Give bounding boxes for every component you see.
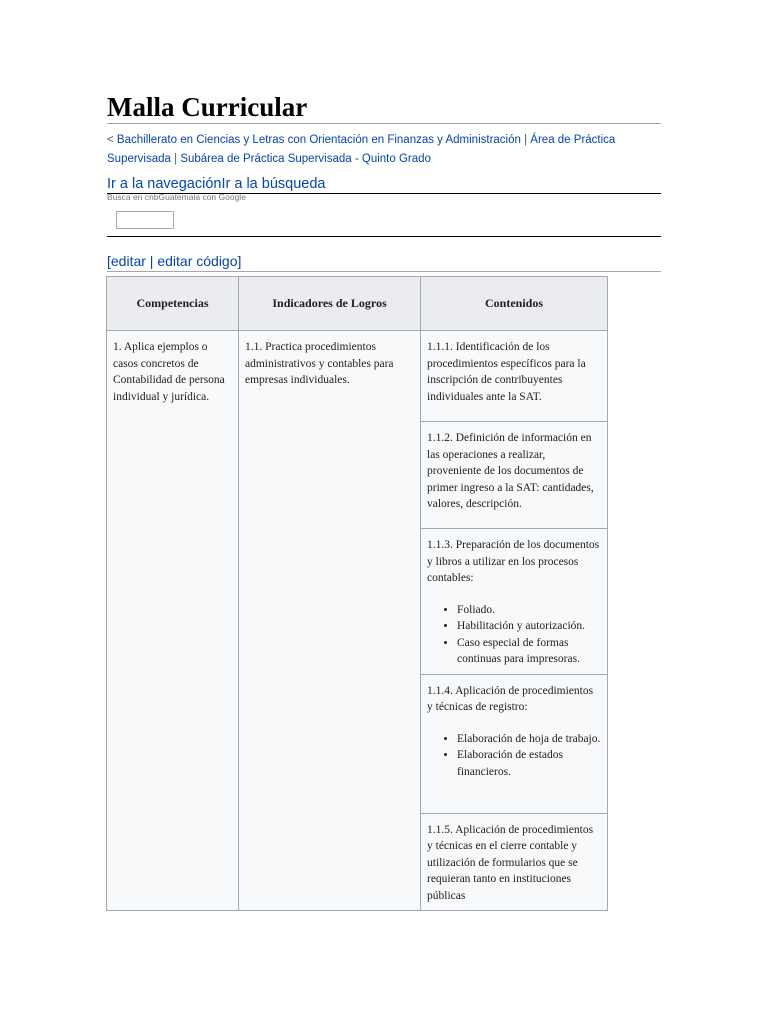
curriculum-table (106, 276, 608, 911)
section-edit-links (107, 252, 661, 272)
breadcrumb (107, 131, 627, 169)
contenido-text: 1.1.5. Aplicación de procedimientos y técnicas en el cierre contable y utilización de formularios que se requieran tanto en instituciones públicas (427, 823, 594, 902)
contenido-text: 1.1.1. Identificación de los procedimientos específicos para la inscripción de contribuyentes individuales ante la SAT. (427, 341, 586, 403)
contenido-bullet-list (427, 602, 601, 668)
jump-to-search-link[interactable]: Ir a la búsqueda (221, 176, 326, 192)
header-indicadores: Indicadores de Logros (239, 277, 421, 331)
list-item: • Elaboración de hoja de trabajo. (457, 731, 601, 748)
edit-code-link[interactable]: editar código (157, 253, 238, 269)
breadcrumb-separator: | (520, 134, 531, 146)
search-input[interactable] (116, 211, 174, 229)
contenido-text: 1.1.3. Preparación de los documentos y libros a utilizar en los procesos contables: (427, 539, 600, 584)
search-label: Busca en cnbGuatemala con Google (107, 192, 246, 202)
list-item: • Caso especial de formas continuas para impresoras. (457, 635, 601, 668)
contenido-cell (421, 331, 608, 422)
contenido-cell (421, 529, 608, 675)
table-row (107, 331, 608, 422)
edit-bracket-open: [ (107, 253, 111, 269)
contenido-text: 1.1.4. Aplicación de procedimientos y técnicas de registro: (427, 684, 594, 713)
indicador-cell: 1.1. Practica procedimientos administrativos y contables para empresas individuales. (239, 331, 421, 911)
contenido-cell (421, 674, 608, 813)
edit-link[interactable]: editar (110, 253, 146, 269)
header-competencias: Competencias (107, 277, 239, 331)
list-item: • Foliado. (457, 602, 601, 619)
breadcrumb-link-area[interactable]: Área de Práctica Supervisada (107, 134, 616, 165)
table-header-row (107, 277, 608, 331)
breadcrumb-link-subarea[interactable]: Subárea de Práctica Supervisada - Quinto Grado (180, 153, 431, 165)
contenido-cell (421, 813, 608, 911)
list-item: • Habilitación y autorización. (457, 618, 601, 635)
edit-separator: | (145, 253, 158, 269)
breadcrumb-separator: | (170, 153, 181, 165)
breadcrumb-link-bachillerato[interactable]: Bachillerato en Ciencias y Letras con Orientación en Finanzas y Administración (116, 134, 521, 146)
jump-to-navigation-link[interactable]: Ir a la navegación (107, 176, 222, 192)
google-search-block (107, 193, 661, 237)
contenido-cell (421, 422, 608, 529)
contenido-text: 1.1.2. Definición de información en las operaciones a realizar, proveniente de los documentos de primer ingreso a la SAT: cantidades, valores, descripción. (427, 432, 594, 510)
competencia-cell: 1. Aplica ejemplos o casos concretos de Contabilidad de persona individual y jurídica. (107, 331, 239, 911)
page-title: Malla Curricular (107, 92, 661, 124)
contenido-bullet-list (427, 731, 601, 781)
list-item: • Elaboración de estados financieros. (457, 747, 601, 780)
edit-bracket-close: ] (237, 253, 242, 269)
breadcrumb-prefix: < (107, 134, 117, 146)
header-contenidos: Contenidos (421, 277, 608, 331)
jump-links (107, 175, 325, 193)
